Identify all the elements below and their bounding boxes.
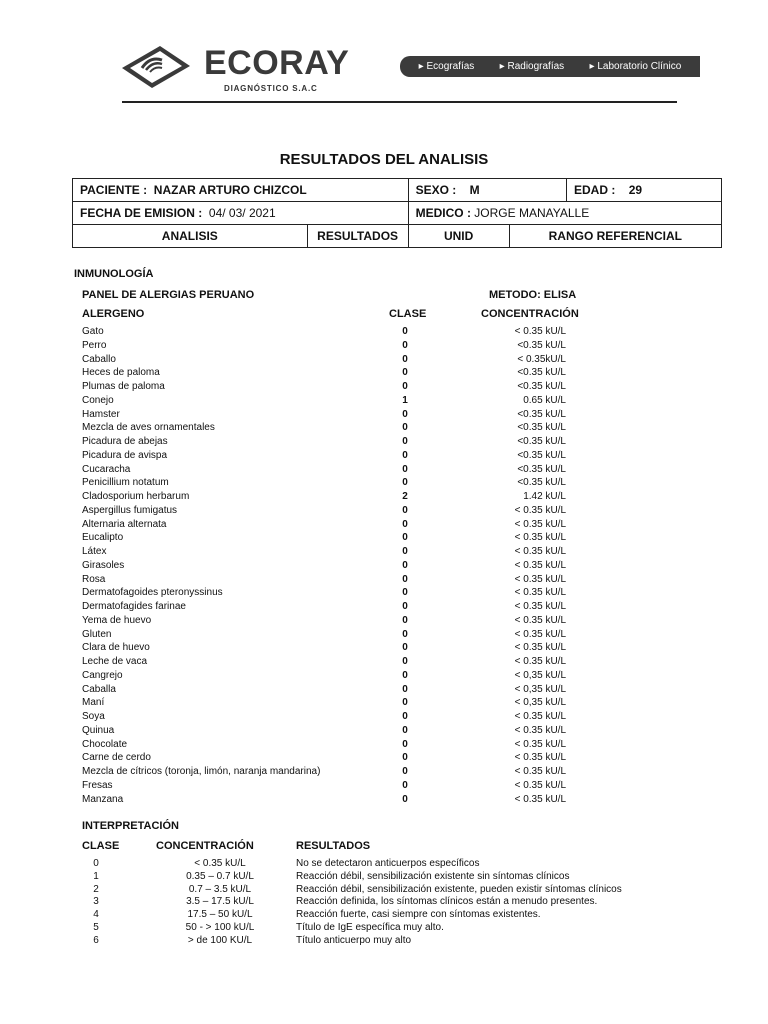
sex-cell: SEXO : M <box>408 179 566 202</box>
allergen-name: Perro <box>82 339 107 351</box>
interp-concentration: < 0.35 kU/L <box>194 858 246 869</box>
table-row <box>82 394 602 408</box>
table-row <box>82 655 602 669</box>
method-label: METODO: ELISA <box>489 289 577 301</box>
allergen-concentration: <0.35 kU/L <box>517 463 566 475</box>
allergen-name: Hamster <box>82 408 120 420</box>
allergen-name: Cucaracha <box>82 463 131 475</box>
allergen-name: Quinua <box>82 724 115 736</box>
allergen-name: Caballa <box>82 683 116 695</box>
allergen-name: Dermatofagides farinae <box>82 601 186 612</box>
allergen-concentration: <0.35 kU/L <box>517 381 566 392</box>
table-row <box>82 559 602 573</box>
allergen-concentration: < 0.35 kU/L <box>514 724 566 736</box>
section-title: INMUNOLOGÍA <box>74 268 154 280</box>
interp-concentration-header: CONCENTRACIÓN <box>156 840 254 852</box>
table-row <box>82 476 602 490</box>
allergen-class: 0 <box>402 367 408 379</box>
concentration-column-header: CONCENTRACIÓN <box>481 308 579 320</box>
allergen-concentration: < 0.35 kU/L <box>514 573 566 585</box>
allergen-name: Cladosporium herbarum <box>82 491 190 502</box>
allergen-concentration: <0.35 kU/L <box>517 367 566 379</box>
allergen-name: Aspergillus fumigatus <box>82 504 178 516</box>
interpretation-row <box>82 884 682 897</box>
interp-result: Título de IgE específica muy alto. <box>296 921 444 933</box>
allergen-concentration: < 0.35 kU/L <box>514 793 566 805</box>
allergen-concentration: < 0.35 kU/L <box>514 518 566 530</box>
allergen-class: 0 <box>402 766 408 777</box>
allergen-concentration: 1.42 kU/L <box>523 491 566 502</box>
service-item-radiografias: ▸ Radiografías <box>499 61 565 72</box>
allergen-class: 0 <box>402 669 408 681</box>
brand-name: ECORAY <box>204 44 350 82</box>
table-row <box>82 779 602 793</box>
col-resultados: RESULTADOS <box>307 225 408 248</box>
allergen-class: 0 <box>402 326 408 337</box>
age-value: 29 <box>628 183 643 197</box>
allergen-concentration: < 0.35 kU/L <box>514 559 566 571</box>
age-cell: EDAD : 29 <box>567 179 722 202</box>
allergen-class: 0 <box>402 381 408 392</box>
allergen-class: 2 <box>402 491 408 502</box>
table-row <box>82 573 602 587</box>
services-band <box>400 56 700 77</box>
allergen-concentration: < 0.35 kU/L <box>514 738 566 750</box>
table-row <box>82 531 602 545</box>
interpretation-row <box>82 896 682 909</box>
allergen-class: 0 <box>402 573 408 585</box>
doctor-name: JORGE MANAYALLE <box>474 206 590 220</box>
report-title: RESULTADOS DEL ANALISIS <box>279 151 489 168</box>
interp-class-header: CLASE <box>82 840 120 852</box>
allergen-class: 0 <box>402 463 408 475</box>
allergen-class: 0 <box>402 738 408 750</box>
allergen-name: Soya <box>82 711 105 722</box>
allergen-class: 0 <box>402 339 408 351</box>
table-row <box>82 518 602 532</box>
table-row <box>82 628 602 642</box>
patient-info-table <box>72 178 722 248</box>
interp-class: 3 <box>93 896 99 908</box>
allergen-name: Carne de cerdo <box>82 752 151 764</box>
allergen-concentration: < 0.35 kU/L <box>514 766 566 777</box>
allergen-name: Alternaria alternata <box>82 518 167 530</box>
table-row <box>82 421 602 435</box>
allergen-class: 1 <box>402 394 408 406</box>
allergen-name: Dermatofagoides pteronyssinus <box>82 587 223 599</box>
brand-subtitle: DIAGNÓSTICO S.A.C <box>224 84 318 93</box>
allergen-class: 0 <box>402 546 408 557</box>
table-row <box>82 366 602 380</box>
allergen-class: 0 <box>402 408 408 420</box>
interp-concentration: > de 100 KU/L <box>187 934 253 946</box>
interpretation-row <box>82 871 682 884</box>
allergen-concentration: < 0.35 kU/L <box>514 601 566 612</box>
allergen-concentration: <0.35 kU/L <box>517 477 566 489</box>
allergen-concentration: < 0.35 kU/L <box>514 326 566 337</box>
allergen-class: 0 <box>402 601 408 612</box>
allergen-name: Picadura de avispa <box>82 449 168 461</box>
allergen-concentration: < 0.35 kU/L <box>514 546 566 557</box>
allergen-class: 0 <box>402 559 408 571</box>
allergen-name: Gluten <box>82 628 112 640</box>
table-row <box>82 339 602 353</box>
table-row <box>82 463 602 477</box>
table-row <box>82 408 602 422</box>
allergen-concentration: < 0.35 kU/L <box>514 779 566 791</box>
table-row <box>82 435 602 449</box>
allergen-name: Yema de huevo <box>82 614 152 626</box>
allergen-concentration: <0.35 kU/L <box>517 339 566 351</box>
table-row <box>82 600 602 614</box>
allergen-concentration: < 0.35 kU/L <box>514 614 566 626</box>
panel-title: PANEL DE ALERGIAS PERUANO <box>82 289 255 301</box>
allergen-concentration: < 0.35 kU/L <box>514 642 566 654</box>
table-row <box>82 696 602 710</box>
interp-concentration: 17.5 – 50 kU/L <box>187 909 253 921</box>
allergen-name: Conejo <box>82 394 114 406</box>
interp-class: 4 <box>93 909 99 921</box>
allergen-name: Eucalipto <box>82 532 124 544</box>
allergen-concentration: < 0,35 kU/L <box>514 683 566 695</box>
allergen-concentration: < 0.35 kU/L <box>514 628 566 640</box>
allergen-class: 0 <box>402 697 408 709</box>
col-unid: UNID <box>408 225 509 248</box>
allergen-class: 0 <box>402 711 408 722</box>
allergen-name: Caballo <box>82 353 116 365</box>
interpretation-list <box>82 858 682 948</box>
allergen-results-list <box>82 325 602 806</box>
doctor-cell: MEDICO : JORGE MANAYALLE <box>408 202 721 225</box>
table-row <box>82 380 602 394</box>
col-analisis: ANALISIS <box>73 225 308 248</box>
table-row <box>82 793 602 807</box>
allergen-concentration: < 0.35 kU/L <box>514 532 566 544</box>
allergen-class: 0 <box>402 683 408 695</box>
interp-result: No se detectaron anticuerpos específicos <box>296 858 480 869</box>
interp-class: 1 <box>93 870 99 882</box>
allergen-name: Leche de vaca <box>82 656 148 667</box>
interpretation-row <box>82 935 682 948</box>
allergen-class: 0 <box>402 587 408 599</box>
sex-value: M <box>469 183 480 197</box>
emission-date: 04/ 03/ 2021 <box>208 206 276 220</box>
allergen-class: 0 <box>402 779 408 791</box>
table-row <box>82 710 602 724</box>
allergen-concentration: <0.35 kU/L <box>517 422 566 434</box>
table-row <box>82 751 602 765</box>
allergen-name: Rosa <box>82 573 106 585</box>
allergen-name: Látex <box>82 546 107 557</box>
patient-name: NAZAR ARTURO CHIZCOL <box>153 183 307 197</box>
interp-result: Reacción débil, sensibilización existente sin síntomas clínicos <box>296 870 570 882</box>
interpretation-row <box>82 909 682 922</box>
interp-result: Reacción fuerte, casi siempre con síntomas existentes. <box>296 909 541 921</box>
allergen-class: 0 <box>402 449 408 461</box>
allergen-class: 0 <box>402 614 408 626</box>
table-row <box>82 353 602 367</box>
allergen-name: Gato <box>82 326 104 337</box>
table-row <box>82 641 602 655</box>
allergen-class: 0 <box>402 353 408 365</box>
allergen-class: 0 <box>402 656 408 667</box>
interp-concentration: 50 - > 100 kU/L <box>185 921 255 933</box>
allergen-concentration: 0.65 kU/L <box>523 394 566 406</box>
table-row <box>82 738 602 752</box>
table-row <box>82 765 602 779</box>
allergen-concentration: < 0.35 kU/L <box>514 656 566 667</box>
allergen-name: Maní <box>82 697 105 709</box>
interp-concentration: 0.35 – 0.7 kU/L <box>186 870 254 882</box>
allergen-name: Cangrejo <box>82 669 123 681</box>
table-row <box>82 490 602 504</box>
allergen-column-header: ALERGENO <box>82 308 145 320</box>
table-row <box>82 449 602 463</box>
allergen-class: 0 <box>402 422 408 434</box>
interp-concentration: 0.7 – 3.5 kU/L <box>188 883 252 895</box>
allergen-concentration: < 0.35 kU/L <box>514 587 566 599</box>
interp-concentration: 3.5 – 17.5 kU/L <box>186 896 254 908</box>
table-row <box>82 683 602 697</box>
allergen-class: 0 <box>402 436 408 447</box>
date-cell: FECHA DE EMISION : 04/ 03/ 2021 <box>73 202 409 225</box>
allergen-name: Manzana <box>82 793 124 805</box>
allergen-concentration: < 0,35 kU/L <box>514 669 566 681</box>
col-rango: RANGO REFERENCIAL <box>509 225 721 248</box>
interpretation-row <box>82 858 682 871</box>
table-row <box>82 504 602 518</box>
interp-class: 5 <box>93 921 99 933</box>
allergen-concentration: < 0,35 kU/L <box>514 697 566 709</box>
interp-class: 0 <box>93 858 99 869</box>
interp-result: Reacción débil, sensibilización existente, pueden existir síntomas clínicos <box>296 883 622 895</box>
table-row <box>82 614 602 628</box>
interp-class: 6 <box>93 934 99 946</box>
allergen-name: Fresas <box>82 779 113 791</box>
table-row <box>82 669 602 683</box>
allergen-class: 0 <box>402 532 408 544</box>
allergen-name: Chocolate <box>82 738 128 750</box>
allergen-name: Penicillium notatum <box>82 477 169 489</box>
ecoray-logo-icon <box>120 42 192 92</box>
allergen-concentration: < 0.35 kU/L <box>514 504 566 516</box>
patient-cell: PACIENTE : NAZAR ARTURO CHIZCOL <box>73 179 409 202</box>
allergen-concentration: < 0.35 kU/L <box>514 752 566 764</box>
allergen-name: Mezcla de cítricos (toronja, limón, naranja mandarina) <box>82 766 321 777</box>
table-row <box>82 325 602 339</box>
allergen-class: 0 <box>402 642 408 654</box>
allergen-name: Picadura de abejas <box>82 436 168 447</box>
interp-class: 2 <box>93 883 99 895</box>
allergen-name: Girasoles <box>82 559 125 571</box>
service-item-ecografias: ▸ Ecografías <box>418 61 475 72</box>
allergen-concentration: < 0.35kU/L <box>517 353 566 365</box>
allergen-name: Mezcla de aves ornamentales <box>82 422 215 434</box>
table-row <box>82 586 602 600</box>
allergen-class: 0 <box>402 477 408 489</box>
service-item-laboratorio: ▸ Laboratorio Clínico <box>589 61 682 72</box>
allergen-name: Plumas de paloma <box>82 381 165 392</box>
allergen-class: 0 <box>402 504 408 516</box>
allergen-class: 0 <box>402 752 408 764</box>
header-divider <box>122 101 677 103</box>
class-column-header: CLASE <box>389 308 427 320</box>
interp-result: Reacción definida, los síntomas clínicos están a menudo presentes. <box>296 896 598 908</box>
allergen-concentration: < 0.35 kU/L <box>514 711 566 722</box>
interpretation-row <box>82 922 682 935</box>
interpretation-title: INTERPRETACIÓN <box>82 820 179 832</box>
allergen-concentration: <0.35 kU/L <box>517 449 566 461</box>
allergen-concentration: <0.35 kU/L <box>517 408 566 420</box>
interp-result-header: RESULTADOS <box>296 840 371 852</box>
allergen-concentration: <0.35 kU/L <box>517 436 566 447</box>
allergen-class: 0 <box>402 518 408 530</box>
table-row <box>82 545 602 559</box>
table-row <box>82 724 602 738</box>
allergen-class: 0 <box>402 724 408 736</box>
interp-result: Título anticuerpo muy alto <box>296 934 412 946</box>
allergen-name: Clara de huevo <box>82 642 150 654</box>
allergen-class: 0 <box>402 628 408 640</box>
allergen-class: 0 <box>402 793 408 805</box>
allergen-name: Heces de paloma <box>82 367 160 379</box>
